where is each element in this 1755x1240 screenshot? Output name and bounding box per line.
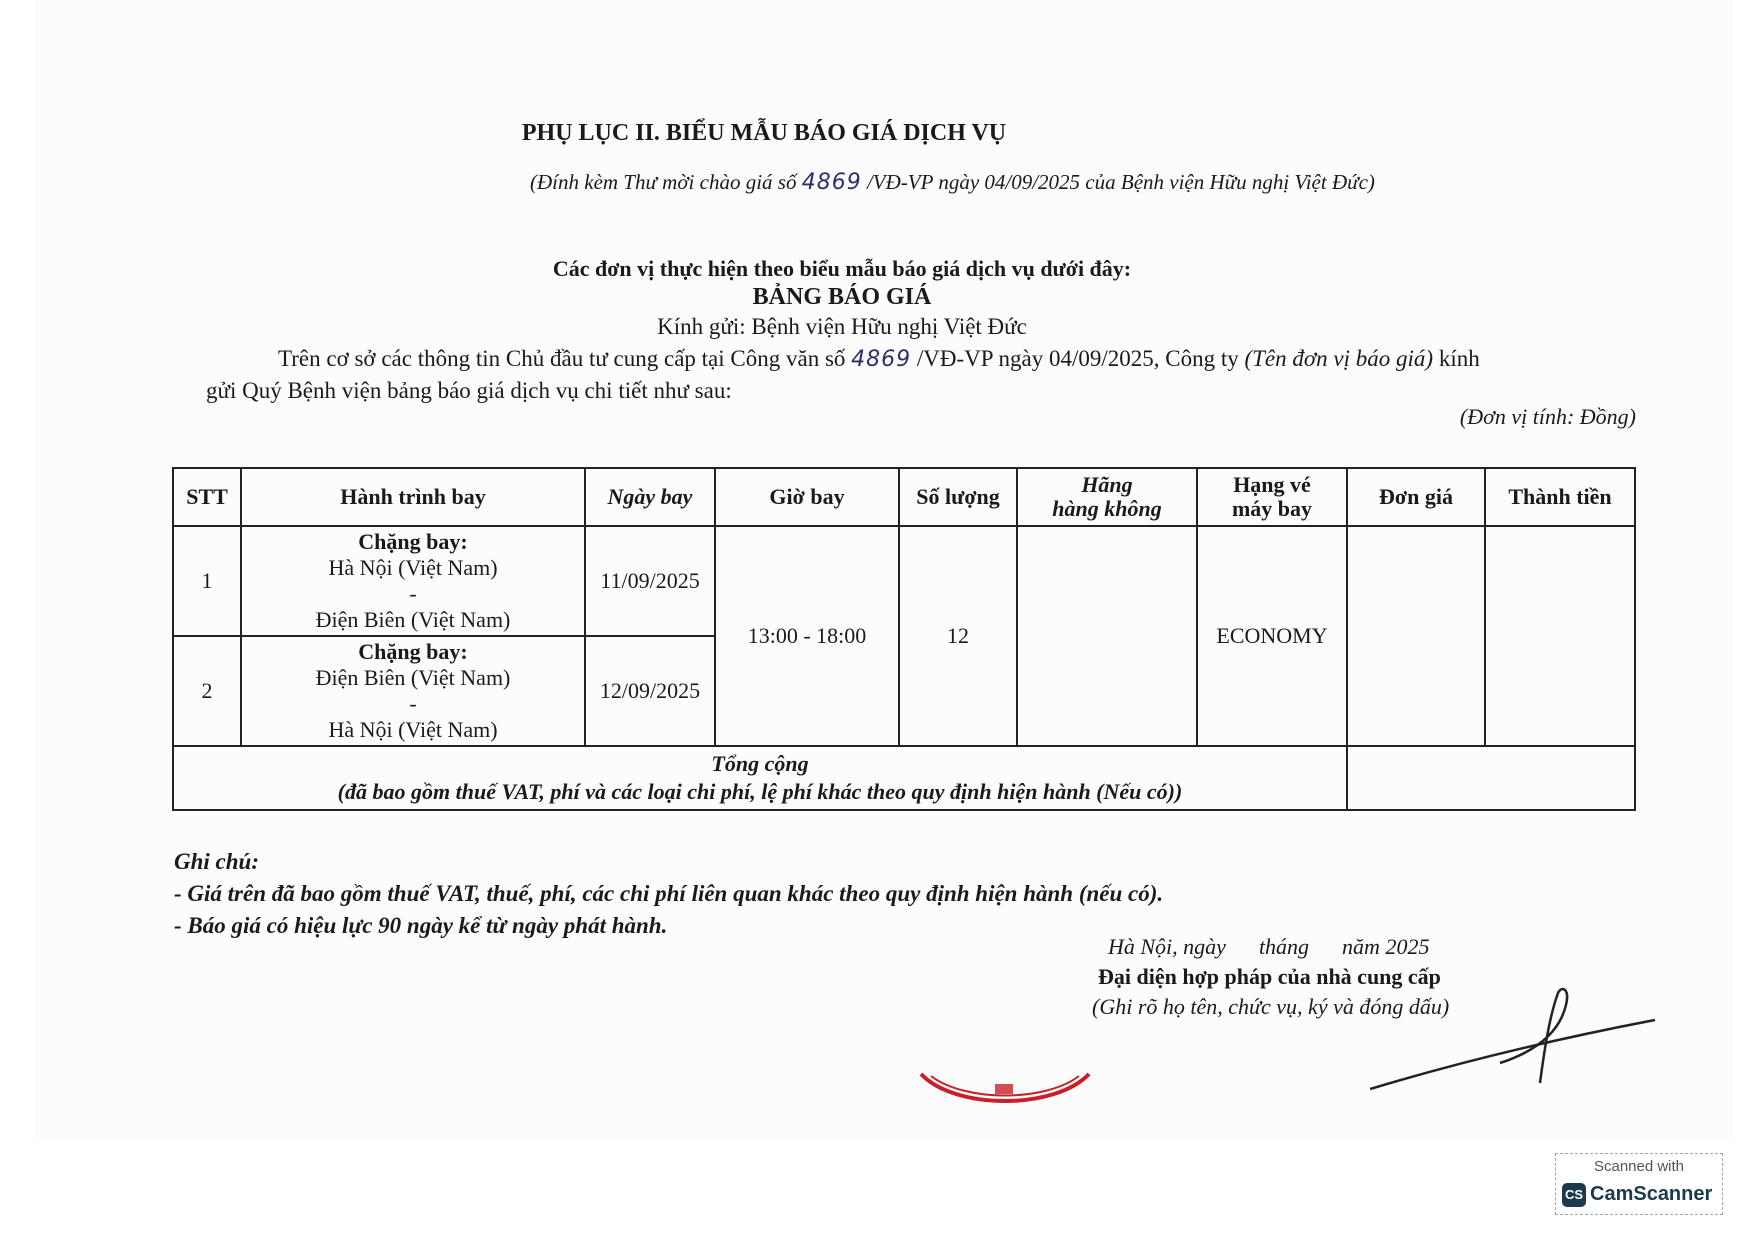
subtitle-prefix: (Đính kèm Thư mời chào giá số <box>530 170 797 194</box>
header-stt: STT <box>173 468 241 526</box>
row-stt: 2 <box>173 636 241 746</box>
total-label: Tổng cộng <box>711 751 809 776</box>
intro-line: Các đơn vị thực hiện theo biểu mẫu báo giá dịch vụ dưới đây: <box>552 256 1132 281</box>
header-ticket-class <box>1197 468 1347 526</box>
representative-title: Đại diện hợp pháp của nhà cung cấp <box>1098 964 1441 989</box>
signature-instruction: (Ghi rõ họ tên, chức vụ, ký và đóng dấu) <box>1092 994 1450 1019</box>
document-subtitle <box>530 170 1375 195</box>
route-dash: - <box>409 691 417 716</box>
camscanner-watermark <box>1555 1153 1723 1215</box>
route-from: Hà Nội (Việt Nam) <box>328 555 498 580</box>
row-route <box>241 636 585 746</box>
watermark-caption: Scanned with <box>1593 1158 1685 1175</box>
header-unit-price: Đơn giá <box>1347 468 1485 526</box>
document-title: PHỤ LỤC II. BIỂU MẪU BÁO GIÁ DỊCH VỤ <box>521 120 1007 146</box>
header-route: Hành trình bay <box>241 468 585 526</box>
camscanner-logo-icon: CS <box>1562 1183 1586 1207</box>
note-item: - Giá trên đã bao gồm thuế VAT, thuế, phí, các chi phí liên quan khác theo quy định hiện hành (nếu có). <box>174 881 1164 906</box>
body-text-start: Trên cơ sở các thông tin Chủ đầu tư cung cấp tại Công văn số <box>278 346 846 371</box>
route-to: Hà Nội (Việt Nam) <box>328 717 498 742</box>
handwritten-doc-number: 4869 <box>801 170 862 195</box>
row-date: 11/09/2025 <box>585 526 715 636</box>
header-airline-line1: Hãng <box>1081 472 1133 497</box>
currency-unit: (Đơn vị tính: Đồng) <box>1459 404 1636 429</box>
handwritten-signature <box>1370 985 1670 1095</box>
row-stt: 1 <box>173 526 241 636</box>
header-class-line2: máy bay <box>1231 496 1313 521</box>
shared-time: 13:00 - 18:00 <box>715 526 899 746</box>
body-paragraph-line1 <box>278 346 1480 372</box>
shared-qty: 12 <box>899 526 1017 746</box>
table-header-row <box>173 468 1635 526</box>
greeting: Kính gửi: Bệnh viện Hữu nghị Việt Đức <box>657 314 1027 339</box>
total-note: (đã bao gồm thuế VAT, phí và các loại chi phí, lệ phí khác theo quy định hiện hành (Nếu có)) <box>337 779 1183 804</box>
amount-cell <box>1485 526 1635 746</box>
body-text-end: kính <box>1438 346 1480 371</box>
place-date: Hà Nội, ngày tháng năm 2025 <box>1108 934 1430 959</box>
handwritten-body-number: 4869 <box>851 347 912 372</box>
subtitle-suffix: /VĐ-VP ngày 04/09/2025 của Bệnh viện Hữu nghị Việt Đức) <box>866 170 1375 194</box>
table-row <box>173 526 1635 636</box>
header-amount: Thành tiền <box>1485 468 1635 526</box>
unit-price-cell <box>1347 526 1485 746</box>
header-qty: Số lượng <box>899 468 1017 526</box>
header-airline <box>1017 468 1197 526</box>
header-time: Giờ bay <box>715 468 899 526</box>
header-date: Ngày bay <box>585 468 715 526</box>
total-label-cell <box>173 746 1347 810</box>
total-amount-cell <box>1347 746 1635 810</box>
route-to: Điện Biên (Việt Nam) <box>315 607 511 632</box>
airline-cell <box>1017 526 1197 746</box>
shared-class: ECONOMY <box>1197 526 1347 746</box>
total-row <box>173 746 1635 810</box>
red-stamp-fragment <box>915 1070 1095 1120</box>
notes-section <box>174 846 1163 942</box>
notes-heading: Ghi chú: <box>174 849 259 874</box>
body-text-middle: /VĐ-VP ngày 04/09/2025, Công ty <box>916 346 1239 371</box>
header-airline-line2: hàng không <box>1052 496 1162 521</box>
body-paragraph-line2: gửi Quý Bệnh viện bảng báo giá dịch vụ chi tiết như sau: <box>206 378 732 403</box>
header-class-line1: Hạng vé <box>1233 472 1311 497</box>
row-date: 12/09/2025 <box>585 636 715 746</box>
note-item: - Báo giá có hiệu lực 90 ngày kể từ ngày phát hành. <box>174 913 668 938</box>
route-dash: - <box>409 581 417 606</box>
route-leg-label: Chặng bay: <box>358 529 468 554</box>
row-route <box>241 526 585 636</box>
route-from: Điện Biên (Việt Nam) <box>315 665 511 690</box>
quote-table <box>172 467 1636 811</box>
company-placeholder: (Tên đơn vị báo giá) <box>1244 346 1434 371</box>
watermark-brand: CamScanner <box>1590 1183 1713 1205</box>
board-title: BẢNG BÁO GIÁ <box>752 284 932 310</box>
route-leg-label: Chặng bay: <box>358 639 468 664</box>
